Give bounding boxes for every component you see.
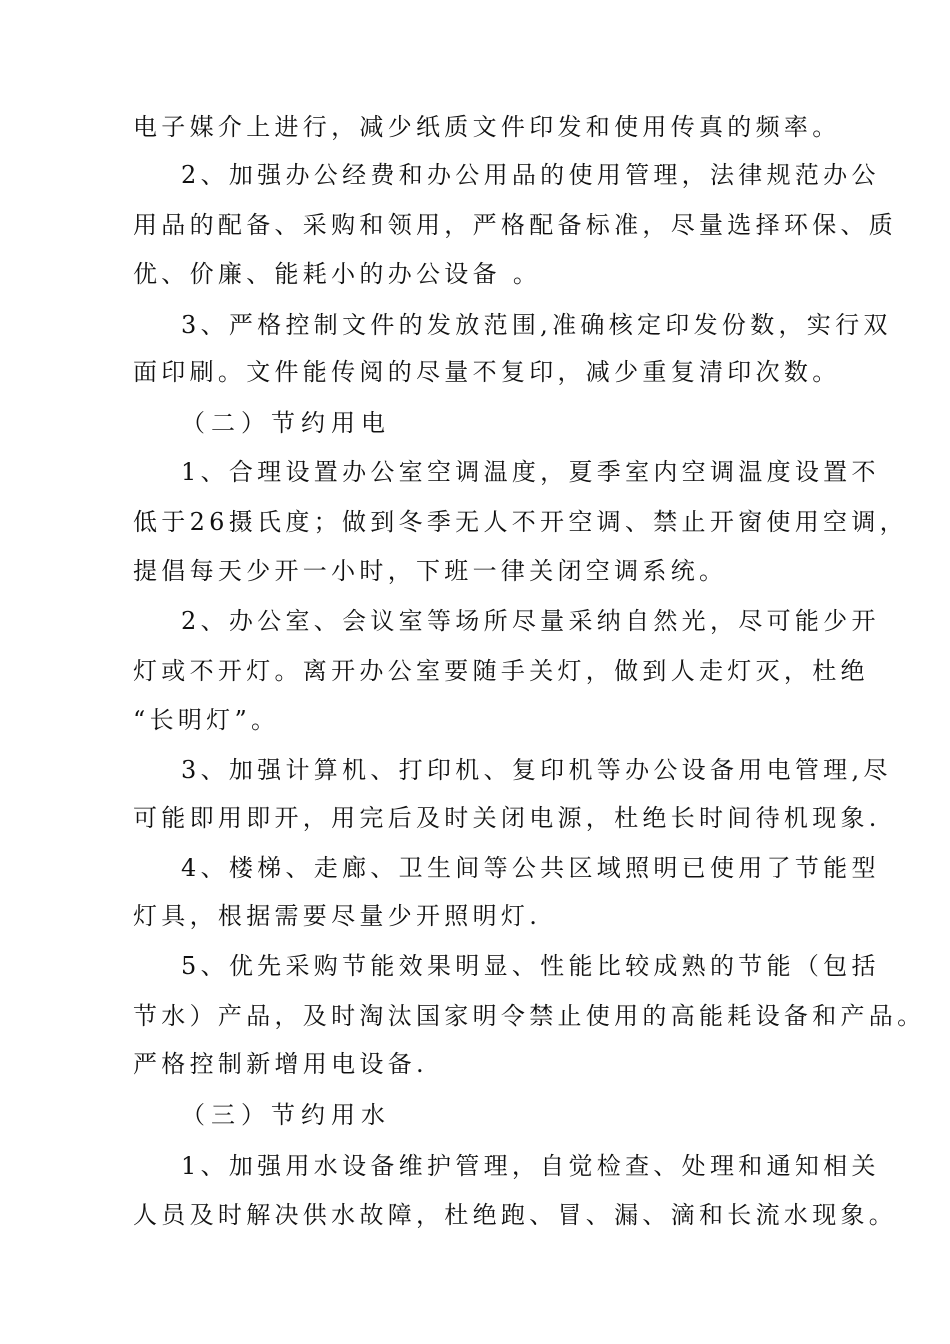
paragraph-public-area-lighting-line: 4、楼梯、走廊、卫生间等公共区域照明已使用了节能型: [181, 854, 880, 882]
section-heading-water: （三）节约用水: [181, 1101, 391, 1129]
paragraph-office-supplies-line: 优、价廉、能耗小的办公设备 。: [133, 260, 542, 288]
paragraph-water-maintenance-line: 人员及时解决供水故障，杜绝跑、冒、漏、滴和长流水现象。: [133, 1201, 898, 1229]
paragraph-air-conditioning-line: 低于26摄氏度；做到冬季无人不开空调、禁止开窗使用空调，: [133, 508, 908, 536]
paragraph-public-area-lighting-line: 灯具，根据需要尽量少开照明灯.: [133, 902, 542, 930]
paragraph-water-maintenance-line: 1、加强用水设备维护管理，自觉检查、处理和通知相关: [181, 1152, 880, 1180]
paragraph-energy-saving-purchase-line: 5、优先采购节能效果明显、性能比较成熟的节能（包括: [181, 952, 880, 980]
paragraph-equipment-power-line: 可能即用即开，用完后及时关闭电源，杜绝长时间待机现象.: [133, 804, 881, 832]
paragraph-air-conditioning-line: 1、合理设置办公室空调温度，夏季室内空调温度设置不: [181, 458, 880, 486]
paragraph-energy-saving-purchase-line: 节水）产品，及时淘汰国家明令禁止使用的高能耗设备和产品。: [133, 1002, 926, 1030]
body-text-line: 电子媒介上进行，减少纸质文件印发和使用传真的频率。: [133, 113, 841, 141]
paragraph-office-supplies-line: 2、加强办公经费和办公用品的使用管理，法律规范办公: [181, 161, 880, 189]
paragraph-document-printing-line: 面印刷。文件能传阅的尽量不复印，减少重复清印次数。: [133, 358, 841, 386]
paragraph-lighting-line: 灯或不开灯。离开办公室要随手关灯，做到人走灯灭，杜绝: [133, 657, 869, 685]
paragraph-lighting-line: 2、办公室、会议室等场所尽量采纳自然光，尽可能少开: [181, 607, 880, 635]
paragraph-lighting-line: “长明灯”。: [133, 706, 280, 734]
paragraph-energy-saving-purchase-line: 严格控制新增用电设备.: [133, 1050, 428, 1078]
section-heading-electricity: （二）节约用电: [181, 409, 391, 437]
paragraph-air-conditioning-line: 提倡每天少开一小时，下班一律关闭空调系统。: [133, 557, 728, 585]
paragraph-equipment-power-line: 3、加强计算机、打印机、复印机等办公设备用电管理,尽: [181, 756, 892, 784]
paragraph-office-supplies-line: 用品的配备、采购和领用，严格配备标准，尽量选择环保、质: [133, 211, 898, 239]
paragraph-document-printing-line: 3、严格控制文件的发放范围,准确核定印发份数，实行双: [181, 311, 892, 339]
